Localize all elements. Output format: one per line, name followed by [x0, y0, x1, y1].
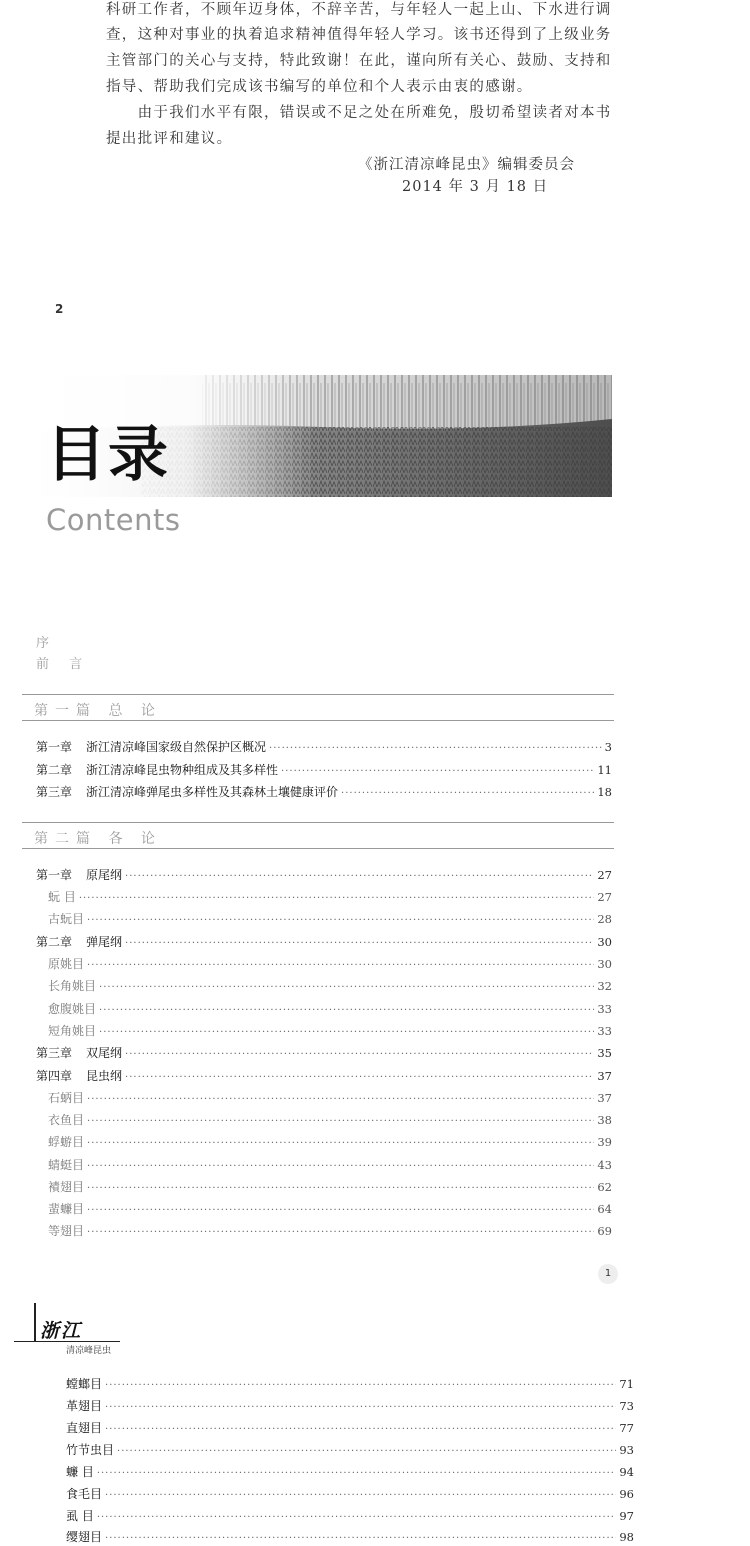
toc-leader-dots — [87, 1183, 594, 1194]
toc-leader-dots — [87, 1205, 594, 1216]
toc-chapter-no: 第四章 — [36, 1069, 73, 1083]
toc-entry-page: 94 — [619, 1465, 634, 1479]
toc-entry-title: 竹节虫目 — [66, 1443, 115, 1457]
toc-leader-dots — [87, 1116, 594, 1127]
header-rule — [14, 1341, 120, 1342]
toc-leader-dots — [87, 1138, 594, 1149]
toc-entry[interactable] — [66, 1485, 634, 1502]
toc-entry[interactable] — [48, 1222, 612, 1239]
toc-leader-dots — [125, 1049, 594, 1060]
section-rule — [22, 720, 614, 721]
toc-leader-dots — [99, 1005, 594, 1016]
toc-leader-dots — [105, 1490, 616, 1501]
toc-entry[interactable] — [36, 738, 612, 755]
front-matter-preface: 序 — [36, 636, 58, 651]
toc-entry[interactable] — [66, 1419, 634, 1436]
toc-leader-dots — [269, 743, 602, 754]
toc-entry-page: 38 — [597, 1113, 612, 1127]
toc-entry-page: 37 — [597, 1091, 612, 1105]
toc-entry-title: 短角姚目 — [48, 1024, 97, 1038]
toc-leader-dots — [79, 893, 595, 904]
toc-entry-title: 石蛃目 — [48, 1091, 85, 1105]
toc-entry-title: 双尾纲 — [86, 1046, 123, 1060]
toc-chapter-no: 第三章 — [36, 1046, 73, 1060]
toc-entry-page: 11 — [597, 763, 612, 777]
toc-leader-dots — [87, 1227, 594, 1238]
toc-leader-dots — [97, 1512, 617, 1523]
toc-entry-page: 3 — [604, 740, 612, 754]
toc-entry[interactable] — [66, 1441, 634, 1458]
toc-entry-title: 愈腹姚目 — [48, 1002, 97, 1016]
toc-entry-page: 27 — [597, 890, 612, 904]
toc-leader-dots — [125, 1072, 594, 1083]
toc-entry[interactable] — [48, 1000, 612, 1017]
toc-entry-title: 弹尾纲 — [86, 935, 123, 949]
toc-entry[interactable] — [48, 1200, 612, 1217]
contents-title: 目录 — [46, 420, 170, 490]
toc-entry[interactable] — [48, 977, 612, 994]
page-number: 1 — [598, 1264, 618, 1284]
preface-line: 查，这种对事业的执着追求精神值得年轻人学习。该书还得到了上级业务 — [106, 27, 612, 43]
preface-line: 提出批评和建议。 — [106, 131, 233, 147]
toc-entry-title: 原姚目 — [48, 957, 85, 971]
toc-entry-title: 襀翅目 — [48, 1180, 85, 1194]
toc-entry[interactable] — [36, 866, 612, 883]
toc-entry-page: 35 — [597, 1046, 612, 1060]
toc-entry[interactable] — [36, 1044, 612, 1061]
toc-entry-title: 直翅目 — [66, 1421, 103, 1435]
toc-entry-page: 33 — [597, 1024, 612, 1038]
toc-entry-title: 螳螂目 — [66, 1377, 103, 1391]
contents-subtitle: Contents — [46, 503, 181, 537]
toc-entry[interactable] — [48, 888, 612, 905]
toc-leader-dots — [125, 938, 594, 949]
toc-entry-page: 96 — [619, 1487, 634, 1501]
preface-line: 科研工作者，不顾年迈身体，不辞辛苦，与年轻人一起上山、下水进行调 — [106, 2, 612, 18]
toc-entry[interactable] — [66, 1375, 634, 1392]
toc-leader-dots — [87, 915, 594, 926]
toc-entry[interactable] — [48, 1089, 612, 1106]
toc-entry-title: 蚖 目 — [48, 890, 76, 904]
toc-entry-title: 浙江清凉峰昆虫物种组成及其多样性 — [86, 763, 279, 777]
toc-entry-title: 革翅目 — [66, 1399, 103, 1413]
toc-leader-dots — [87, 1094, 594, 1105]
toc-chapter-no: 第二章 — [36, 935, 73, 949]
toc-entry-title: 蜻蜓目 — [48, 1158, 85, 1172]
toc-entry-page: 37 — [597, 1069, 612, 1083]
toc-chapter-no: 第一章 — [36, 868, 73, 882]
toc-entry-title: 衣鱼目 — [48, 1113, 85, 1127]
toc-entry-title: 蜚蠊目 — [48, 1202, 85, 1216]
toc-leader-dots — [281, 766, 594, 777]
toc-leader-dots — [117, 1446, 616, 1457]
toc-entry-page: 39 — [597, 1135, 612, 1149]
toc-leader-dots — [105, 1402, 616, 1413]
header-bar — [34, 1303, 36, 1341]
section-rule — [22, 848, 614, 849]
toc-entry-page: 97 — [619, 1509, 634, 1523]
toc-entry-title: 浙江清凉峰国家级自然保护区概况 — [86, 740, 267, 754]
toc-entry[interactable] — [36, 783, 612, 800]
toc-leader-dots — [87, 1161, 594, 1172]
toc-entry[interactable] — [36, 933, 612, 950]
toc-entry-page: 28 — [597, 912, 612, 926]
front-matter-foreword: 前 言 — [36, 657, 91, 672]
preface-line: 由于我们水平有限，错误或不足之处在所难免，殷切希望读者对本书 — [106, 105, 612, 121]
toc-entry-page: 18 — [597, 785, 612, 799]
toc-entry-page: 62 — [597, 1180, 612, 1194]
toc-entry-page: 33 — [597, 1002, 612, 1016]
toc-entry-page: 71 — [619, 1377, 634, 1391]
toc-entry[interactable] — [48, 1111, 612, 1128]
preface-date: 2014 年 3 月 18 日 — [402, 179, 549, 195]
toc-entry[interactable] — [66, 1397, 634, 1414]
toc-entry-page: 32 — [597, 979, 612, 993]
section-rule — [22, 822, 614, 823]
toc-leader-dots — [99, 1027, 594, 1038]
toc-entry-page: 93 — [619, 1443, 634, 1457]
section-rule — [22, 694, 614, 695]
toc-entry[interactable] — [48, 1133, 612, 1150]
toc-entry[interactable] — [66, 1528, 634, 1545]
toc-entry-page: 30 — [597, 957, 612, 971]
page-number: 2 — [55, 302, 64, 316]
toc-leader-dots — [97, 1468, 617, 1479]
toc-entry-title: 蜉蝣目 — [48, 1135, 85, 1149]
toc-entry-page: 43 — [597, 1158, 612, 1172]
toc-leader-dots — [105, 1533, 616, 1544]
toc-entry-title: 食毛目 — [66, 1487, 103, 1501]
toc-entry[interactable] — [48, 1156, 612, 1173]
preface-signature: 《浙江清凉峰昆虫》编辑委员会 — [358, 157, 575, 173]
toc-entry[interactable] — [48, 955, 612, 972]
toc-entry-page: 27 — [597, 868, 612, 882]
toc-chapter-no: 第二章 — [36, 763, 73, 777]
preface-line: 指导、帮助我们完成该书编写的单位和个人表示由衷的感谢。 — [106, 79, 533, 95]
toc-leader-dots — [105, 1380, 616, 1391]
part1-heading: 第一篇 总 论 — [34, 703, 162, 719]
toc-entry-page: 98 — [619, 1530, 634, 1544]
toc-entry[interactable] — [66, 1507, 634, 1524]
toc-entry[interactable] — [48, 910, 612, 927]
toc-leader-dots — [105, 1424, 616, 1435]
toc-leader-dots — [99, 982, 594, 993]
toc-entry[interactable] — [48, 1022, 612, 1039]
toc-entry-page: 69 — [597, 1224, 612, 1238]
toc-leader-dots — [341, 788, 594, 799]
toc-entry[interactable] — [36, 761, 612, 778]
toc-entry-page: 30 — [597, 935, 612, 949]
toc-chapter-no: 第三章 — [36, 785, 73, 799]
toc-entry-title: 昆虫纲 — [86, 1069, 123, 1083]
toc-leader-dots — [87, 960, 594, 971]
toc-entry-title: 缨翅目 — [66, 1530, 103, 1544]
toc-entry-page: 64 — [597, 1202, 612, 1216]
toc-entry-title: 蠊 目 — [66, 1465, 94, 1479]
part2-heading: 第二篇 各 论 — [34, 831, 162, 847]
toc-leader-dots — [125, 871, 594, 882]
toc-entry-title: 虱 目 — [66, 1509, 94, 1523]
preface-line: 主管部门的关心与支持，特此致谢！在此，谨向所有关心、鼓励、支持和 — [106, 53, 612, 69]
toc-entry-title: 原尾纲 — [86, 868, 123, 882]
running-header-title: 浙江 — [40, 1320, 83, 1342]
toc-entry-title: 等翅目 — [48, 1224, 85, 1238]
toc-entry[interactable] — [48, 1178, 612, 1195]
toc-entry-title: 浙江清凉峰弹尾虫多样性及其森林土壤健康评价 — [86, 785, 339, 799]
toc-entry[interactable] — [36, 1067, 612, 1084]
toc-chapter-no: 第一章 — [36, 740, 73, 754]
running-header-subtitle: 清凉峰昆虫 — [66, 1346, 112, 1356]
toc-entry-page: 73 — [619, 1399, 634, 1413]
toc-entry-page: 77 — [619, 1421, 634, 1435]
toc-entry-title: 古蚖目 — [48, 912, 85, 926]
toc-entry-title: 长角姚目 — [48, 979, 97, 993]
toc-entry[interactable] — [66, 1463, 634, 1480]
